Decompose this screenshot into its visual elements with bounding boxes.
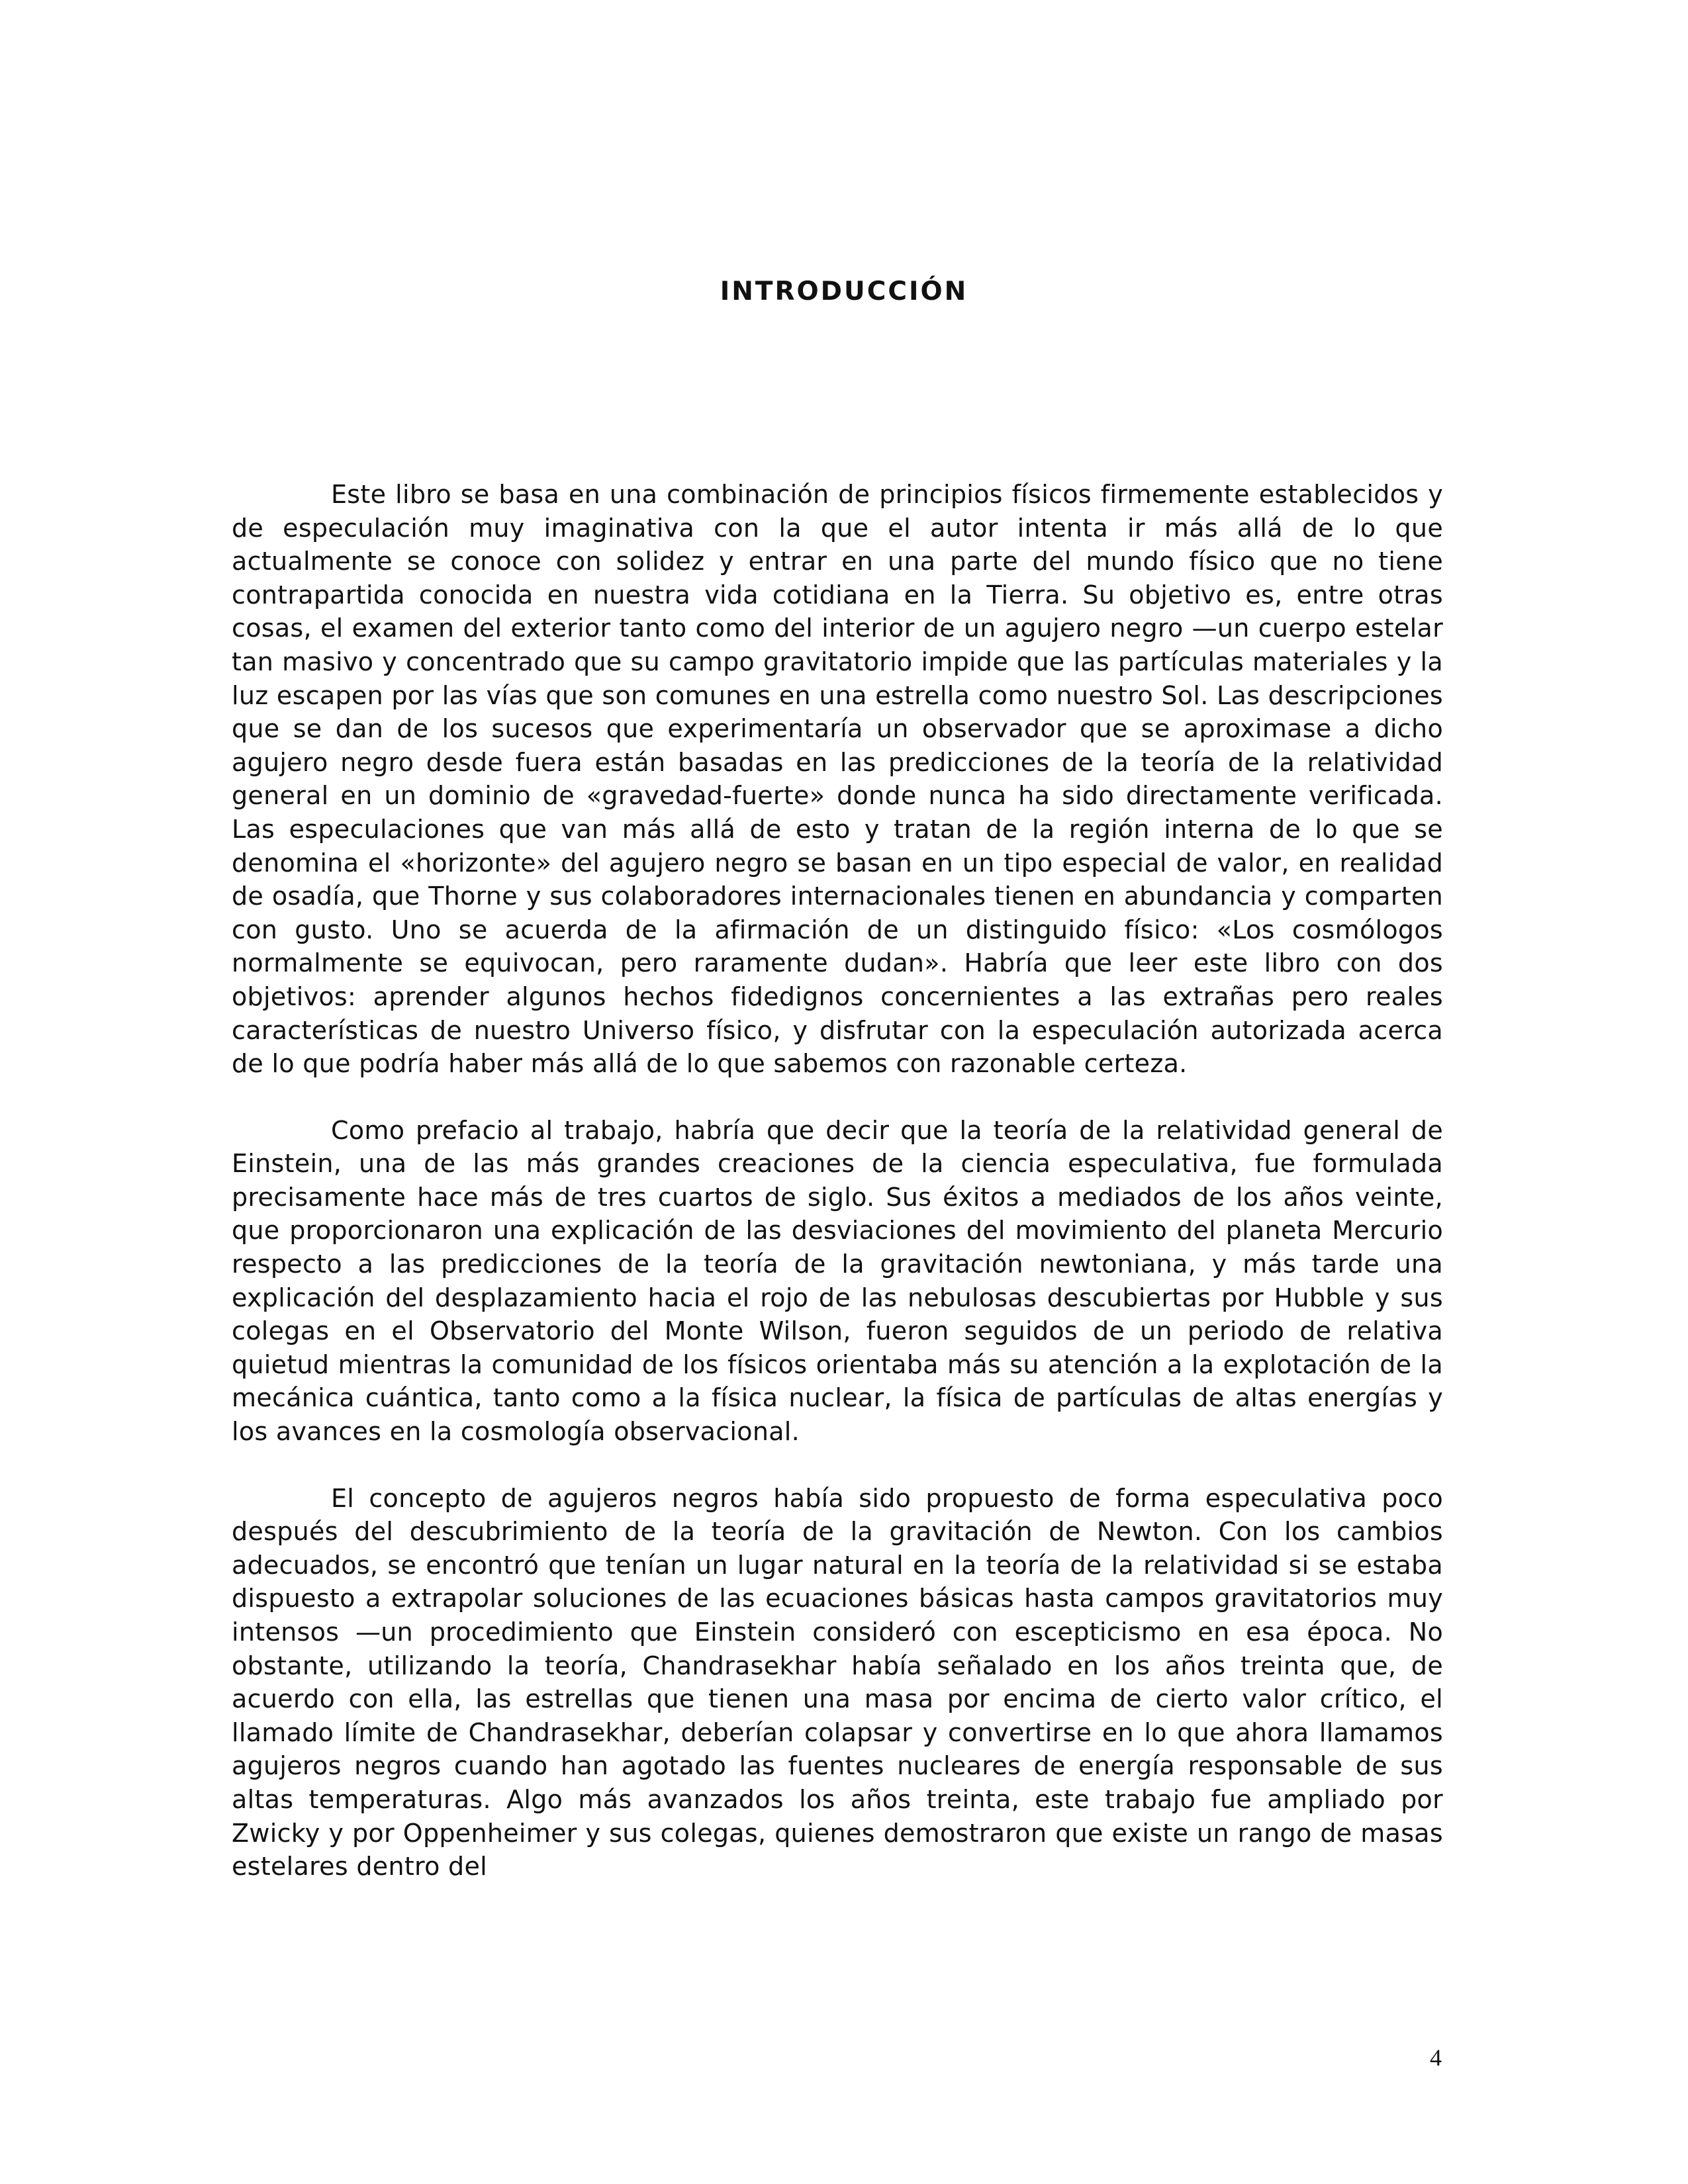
paragraph: Como prefacio al trabajo, habría que decir que la teoría de la relatividad general de Einstein, una de las más grandes creaciones de la ciencia especulativa, fue formulada precisamente hace más de tres cuartos de siglo. Sus éxitos a mediados de los años veinte, que proporcionaron una explicación de las desviaciones del movimiento del planeta Mercurio respecto a las predicciones de la teoría de la gravitación newtoniana, y más tarde una explicación del desplazamiento hacia el rojo de las nebulosas descubiertas por Hubble y sus colegas en el Observatorio del Monte Wilson, fueron seguidos de un periodo de relativa quietud mientras la comunidad de los físicos orientaba más su atención a la explotación de la mecánica cuántica, tanto como a la física nuclear, la física de partículas de altas energías y los avances en la cosmología observacional. bbox=[232, 1115, 1443, 1447]
paragraph: El concepto de agujeros negros había sido propuesto de forma especulativa poco después del descubrimiento de la teoría de la gravitación de Newton. Con los cambios adecuados, se encontró que tenían un lugar natural en la teoría de la relatividad si se estaba dispuesto a extrapolar soluciones de las ecuaciones básicas hasta campos gravitatorios muy intensos —un procedimiento que Einstein consideró con escepticismo en esa época. No obstante, utilizando la teoría, Chandrasekhar había señalado en los años treinta que, de acuerdo con ella, las estrellas que tienen una masa por encima de cierto valor crítico, el llamado límite de Chandrasekhar, deberían colapsar y convertirse en lo que ahora llamamos agujeros negros cuando han agotado las fuentes nucleares de energía responsable de sus altas temperaturas. Algo más avanzados los años treinta, este trabajo fue ampliado por Zwicky y por Oppenheimer y sus colegas, quienes demostraron que existe un rango de masas estelares dentro del bbox=[232, 1483, 1443, 1882]
page-title: INTRODUCCIÓN bbox=[720, 277, 968, 306]
body-text bbox=[232, 478, 1443, 1917]
paragraph: Este libro se basa en una combinación de principios físicos firmemente establecidos y de especulación muy imaginativa con la que el autor intenta ir más allá de lo que actualmente se conoce con solidez y entrar en una parte del mundo físico que no tiene contrapartida conocida en nuestra vida cotidiana en la Tierra. Su objetivo es, entre otras cosas, el examen del exterior tanto como del interior de un agujero negro —un cuerpo estelar tan masivo y concentrado que su campo gravitatorio impide que las partículas materiales y la luz escapen por las vías que son comunes en una estrella como nuestro Sol. Las descripciones que se dan de los sucesos que experimentaría un observador que se aproximase a dicho agujero negro desde fuera están basadas en las predicciones de la teoría de la relatividad general en un dominio de «gravedad-fuerte» donde nunca ha sido directamente verificada. Las especulaciones que van más allá de esto y tratan de la región interna de lo que se denomina el «horizonte» del agujero negro se basan en un tipo especial de valor, en realidad de osadía, que Thorne y sus colaboradores internacionales tienen en abundancia y comparten con gusto. Uno se acuerda de la afirmación de un distinguido físico: «Los cosmólogos normalmente se equivocan, pero raramente dudan». Habría que leer este libro con dos objetivos: aprender algunos hechos fidedignos concernientes a las extrañas pero reales características de nuestro Universo físico, y disfrutar con la especulación autorizada acerca de lo que podría haber más allá de lo que sabemos con razonable certeza. bbox=[232, 480, 1443, 1079]
page-number: 4 bbox=[1430, 2044, 1442, 2071]
